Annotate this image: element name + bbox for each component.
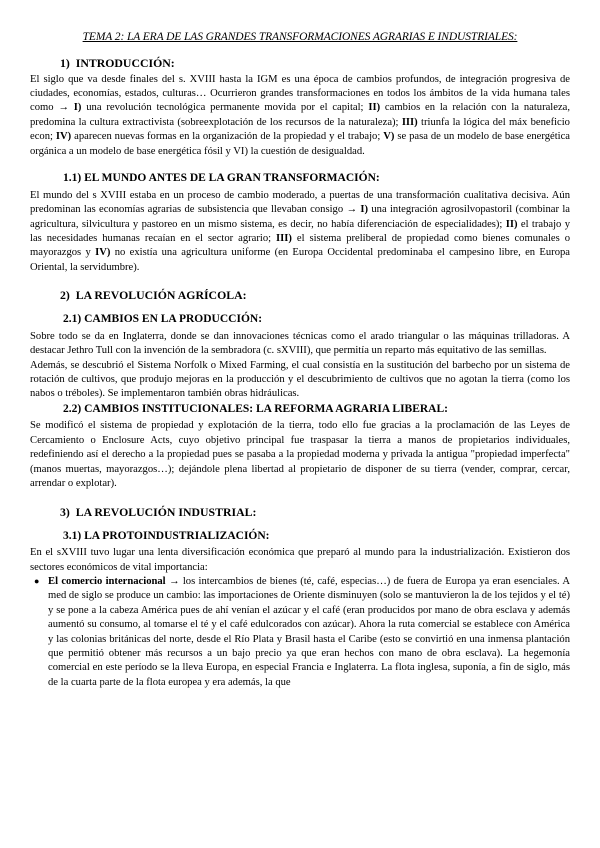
- text-run: IV): [55, 131, 72, 143]
- paragraph-introduccion: [30, 73, 570, 159]
- heading-cambios-institucionales: 2.2) CAMBIOS INSTITUCIONALES: LA REFORMA AGRARIA LIBERAL:: [63, 402, 448, 415]
- heading-mundo-antes: 1.1) EL MUNDO ANTES DE LA GRAN TRANSFORMACIÓN:: [63, 172, 380, 185]
- heading-revolucion-agricola: 2) LA REVOLUCIÓN AGRÍCOLA:: [60, 288, 247, 303]
- bullet-text: → los intercambios de bienes (té, café, especias…) de fuera de Europa ya eran esenciales. A med de siglo se produce un cambio: las importaciones de Oriente disminuyen (solo se mantuvieron la de los tejidos y el té) y se pone a la cabeza América pues de ahí venían el azúcar y el café (eran producidos por mano de obra esclava y además aumentó su consumo, al tomarse el té y el café edulcorados con azúcar). Ahora la ruta comercial se establece con América y las colonias británicas del norte, desde el Río Plata y Brasil hasta el Caribe (esto se convirtió en una inmensa plantación que permitió obtener más recursos a un bajo precio ya que eran hechos con mano de obra esclava). La hegemonía comercial en este período se la lleva Europa, en especial Francia e Inglaterra. La flota inglesa, suponía, a fin de siglo, más de la cuarta parte de la flota europea y era además, la que: [48, 575, 570, 688]
- bullet-list: [30, 575, 570, 690]
- text-run: se pasa de un modelo de base energética orgánica a un modelo de base energética fósil y VI) la cuestión de desigualdad.: [30, 131, 570, 157]
- text-run: III): [401, 116, 418, 128]
- text-run: II): [368, 102, 381, 114]
- list-item: [48, 575, 570, 690]
- text-run: El mundo del s XVIII estaba en un proceso de cambio moderado, a puertas de una transformación cualitativa decisiva. Aún predominan las economías agrarias de subsistencia que llevaban consigo →: [30, 189, 570, 216]
- text-run: El siglo que va desde finales del s. XVIII hasta la IGM es una época de cambios profundos, de integración progresiva de ciudades, economías, estados, culturas… Ocurrieron grandes transformaciones en todos los ámbitos de la vida humana tales como →: [30, 73, 570, 114]
- text-run: IV): [95, 247, 111, 259]
- text-run: II): [505, 218, 518, 230]
- text-run: no existía una agricultura uniforme (en Europa Occidental predominaba el campesino libre, en Europa Oriental, la servidumbre).: [30, 247, 570, 273]
- text-run: el trabajo y las necesidades humanas recaían en el sector agrario;: [30, 218, 570, 244]
- text-run: I): [360, 204, 369, 216]
- paragraph-cambios-institucionales: Se modificó el sistema de propiedad y explotación de la tierra, todo ello fue gracias a la proclamación de las Leyes de Cercamiento o Enclosure Acts, cuyo objetivo principal fue traspasar la tierra a manos de propietarios individuales, redefiniendo así el derecho a la propiedad pues se pasaba a la propiedad moderna y privada la antigua "propiedad imperfecta" (manos muertas, mayorazgos…); dejándole plena libertad al propietario de disponer de su tierra (vender, comprar, cercar, arrendar o explotar).: [30, 420, 570, 490]
- heading-revolucion-industrial: 3) LA REVOLUCIÓN INDUSTRIAL:: [60, 504, 257, 519]
- heading-introduccion: 1) INTRODUCCIÓN:: [60, 55, 175, 70]
- bullet-term: El comercio internacional: [48, 575, 166, 587]
- text-run: I): [73, 102, 82, 114]
- paragraph-cambios-produccion-1: Sobre todo se da en Inglaterra, donde se dan innovaciones técnicas como el arado triangular o las máquinas trilladoras. A destacar Jethro Tull con la invención de la sembradora (c. sXVIII), que permitía un reparto más equitativo de las semillas.: [30, 330, 570, 357]
- text-run: V): [383, 131, 395, 143]
- text-run: aparecen nuevas formas en la organización de la propiedad y el trabajo;: [71, 131, 384, 143]
- heading-protoindustrializacion: 3.1) LA PROTOINDUSTRIALIZACIÓN:: [63, 529, 270, 542]
- text-run: III): [276, 232, 292, 244]
- document-title: TEMA 2: LA ERA DE LAS GRANDES TRANSFORMACIONES AGRARIAS E INDUSTRIALES:: [82, 31, 518, 43]
- paragraph-cambios-produccion-2: Además, se descubrió el Sistema Norfolk o Mixed Farming, el cual consistía en la sustitución del barbecho por un sistema de rotación de cultivos, que produjo mejoras en la producción y el descubrimiento de cultivos que no agotan la tierra (como los nabos o tréboles). Se implementaron también obras hidráulicas.: [30, 359, 570, 400]
- text-run: una integración agrosilvopastoril (combinar la agricultura, silvicultura y pastoreo en un mismo sistema, es decir, no había diferenciación de especialidades);: [30, 204, 570, 230]
- paragraph-mundo-antes: [30, 189, 570, 275]
- text-run: triunfa la lógica del máx beneficio econ;: [30, 116, 570, 143]
- text-run: cambios en la relación con la naturaleza, predomina la cultura extractivista (sobreexplotación de los recursos de la naturaleza);: [30, 102, 570, 128]
- text-run: una revolución tecnológica permanente movida por el capital;: [81, 102, 369, 114]
- paragraph-protoindustrializacion: En el sXVIII tuvo lugar una lenta diversificación económica que preparó al mundo para la industrialización. Existieron dos sectores económicos de vital importancia:: [30, 547, 570, 573]
- text-run: el sistema preliberal de propiedad como bienes comunales o mayorazgos y: [30, 232, 570, 259]
- heading-cambios-produccion: 2.1) CAMBIOS EN LA PRODUCCIÓN:: [63, 313, 263, 326]
